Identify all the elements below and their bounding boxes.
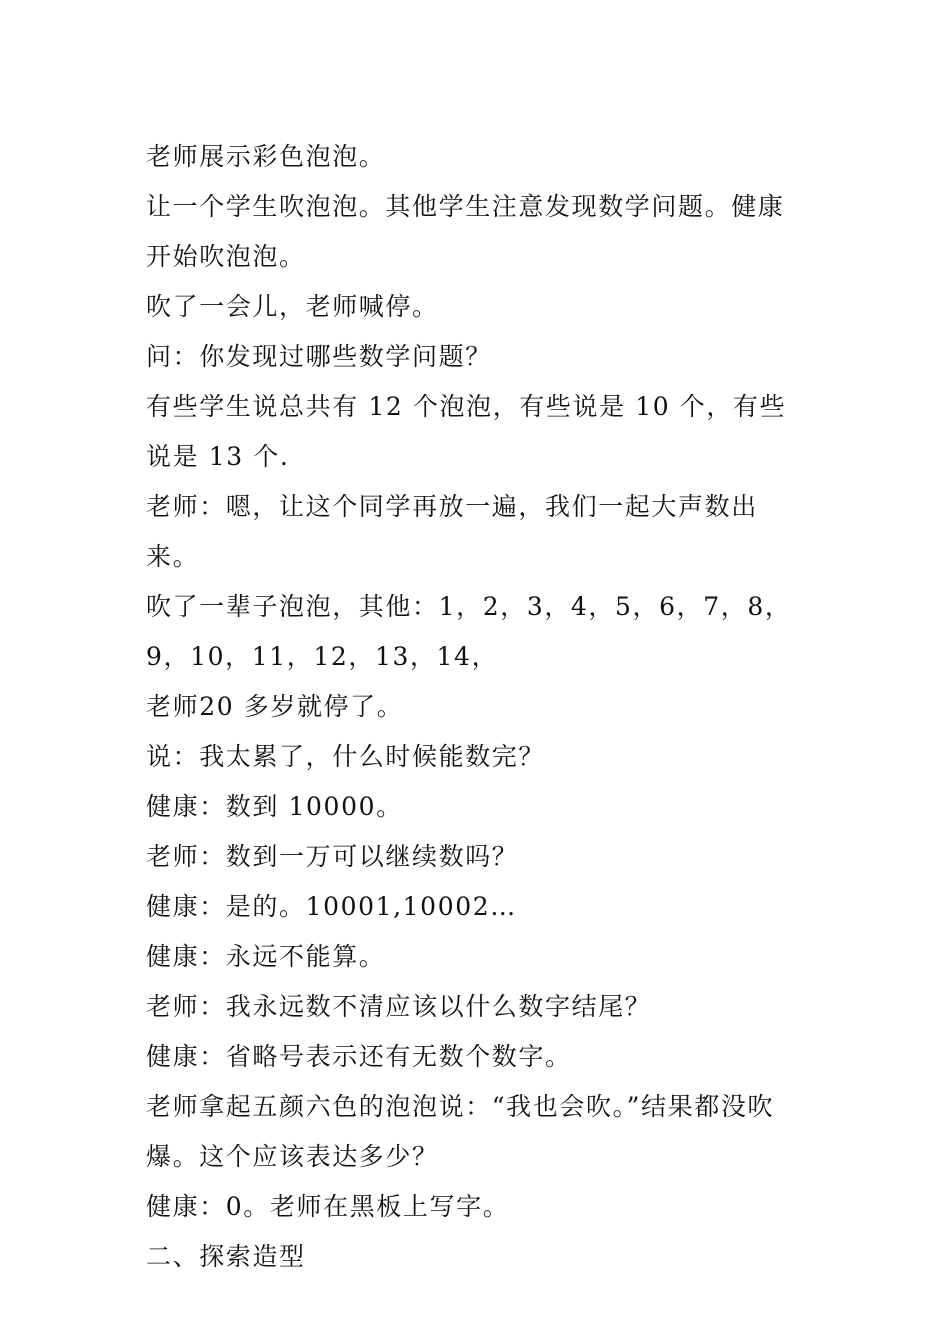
- paragraph: 健康：0。老师在黑板上写字。: [146, 1192, 510, 1221]
- paragraph: 吹了一会儿，老师喊停。: [146, 292, 439, 321]
- paragraph: 老师：嗯，让这个同学再放一遍，我们一起大声数出来。: [146, 492, 758, 571]
- paragraph: 健康：永远不能算。: [146, 942, 386, 971]
- section-heading: 二、探索造型: [146, 1242, 306, 1271]
- paragraph: 健康：是的。10001,10002…: [146, 892, 517, 921]
- paragraph: 说：我太累了，什么时候能数完？: [146, 742, 546, 771]
- paragraph: 老师20 多岁就停了。: [146, 692, 404, 721]
- paragraph: 老师拿起五颜六色的泡泡说：“我也会吹。”结果都没吹爆。这个应该表达多少？: [146, 1092, 775, 1171]
- paragraph: 问：你发现过哪些数学问题？: [146, 342, 492, 371]
- paragraph: 老师展示彩色泡泡。: [146, 142, 386, 171]
- paragraph: 老师：数到一万可以继续数吗？: [146, 842, 519, 871]
- document-body: [146, 132, 810, 1282]
- paragraph: 健康：省略号表示还有无数个数字。: [146, 1042, 572, 1071]
- paragraph: 健康：数到 10000。: [146, 792, 403, 821]
- paragraph: 吹了一辈子泡泡，其他：1，2，3，4，5，6，7，8，9，10，11，12，13，14，: [146, 592, 792, 671]
- paragraph: 有些学生说总共有 12 个泡泡，有些说是 10 个，有些说是 13 个.: [146, 392, 787, 471]
- paragraph: 让一个学生吹泡泡。其他学生注意发现数学问题。健康开始吹泡泡。: [146, 192, 785, 271]
- paragraph: 老师：我永远数不清应该以什么数字结尾？: [146, 992, 652, 1021]
